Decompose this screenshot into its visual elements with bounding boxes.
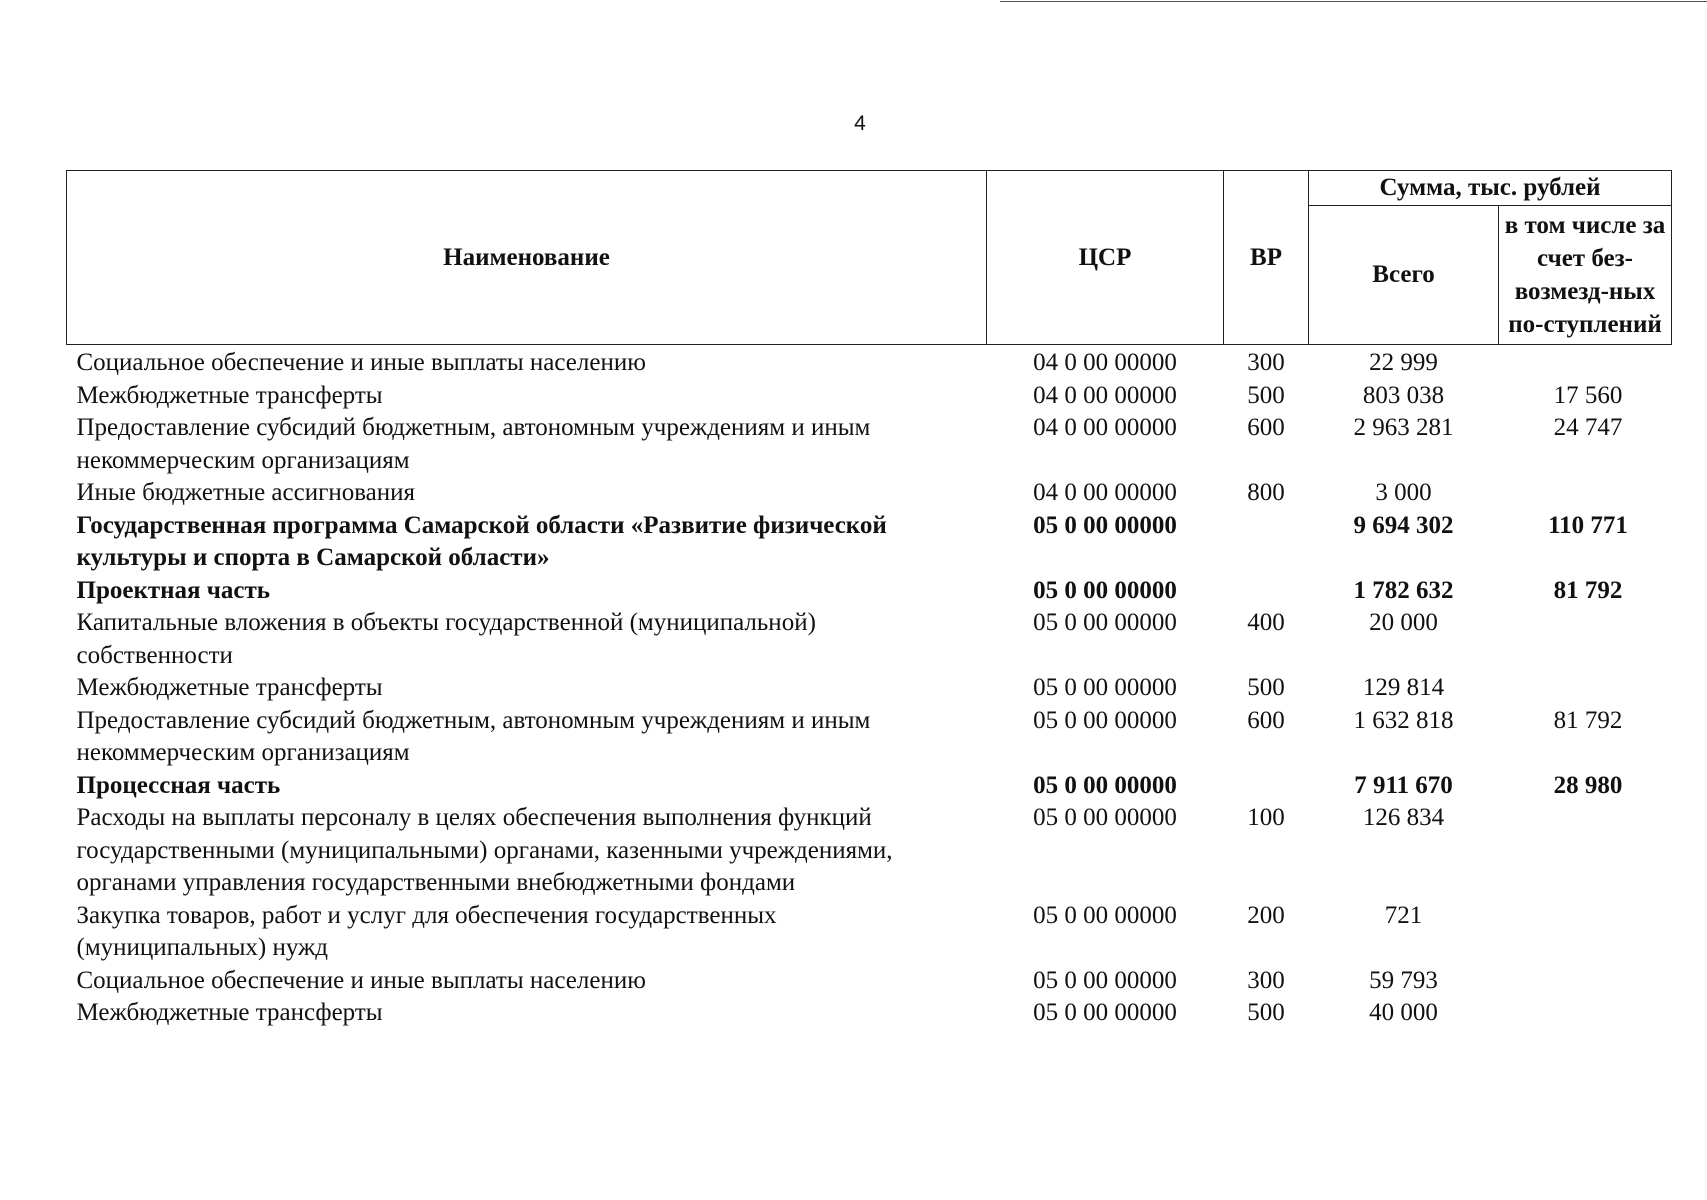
cell-grant	[1499, 672, 1672, 705]
cell-csr: 04 0 00 00000	[1033, 349, 1177, 376]
cell-csr: 04 0 00 00000	[1033, 414, 1177, 441]
cell-total: 20 000	[1369, 609, 1438, 636]
cell-total: 129 814	[1362, 674, 1445, 701]
cell-grant	[1499, 607, 1672, 672]
cell-csr: 05 0 00 00000	[1033, 576, 1177, 604]
cell-total: 59 793	[1369, 966, 1438, 994]
page-number: 4	[854, 112, 866, 135]
cell-grant: 24 747	[1553, 414, 1623, 441]
header-csr: ЦСР	[987, 171, 1224, 345]
cell-total: 40 000	[1369, 999, 1438, 1026]
header-vr: ВР	[1224, 171, 1309, 345]
cell-vr	[1224, 510, 1309, 575]
cell-vr: 200	[1247, 901, 1285, 929]
table-row	[67, 705, 1672, 770]
table-row	[67, 380, 1672, 413]
cell-grant: 81 792	[1553, 576, 1623, 604]
cell-total: 3 000	[1375, 479, 1432, 506]
table-header	[67, 171, 1672, 345]
table-row	[67, 607, 1672, 672]
cell-grant	[1499, 997, 1672, 1030]
scan-edge-line	[1000, 1, 1707, 2]
cell-grant: 28 980	[1553, 771, 1623, 799]
cell-csr: 05 0 00 00000	[1033, 901, 1177, 929]
cell-total: 721	[1384, 901, 1423, 929]
cell-vr: 600	[1247, 706, 1285, 734]
table-row	[67, 965, 1672, 998]
cell-name: Предоставление субсидий бюджетным, автономным учреждениям и иным некоммерческим организациям	[76, 414, 871, 474]
cell-vr: 600	[1247, 414, 1285, 441]
cell-csr: 05 0 00 00000	[1033, 609, 1177, 636]
cell-csr: 04 0 00 00000	[1033, 381, 1177, 409]
cell-vr: 500	[1247, 381, 1285, 409]
cell-total: 1 782 632	[1353, 576, 1454, 604]
cell-name: Капитальные вложения в объекты государственной (муниципальной) собственности	[76, 609, 816, 669]
cell-csr: 05 0 00 00000	[1033, 674, 1177, 701]
cell-grant	[1499, 900, 1672, 965]
cell-total: 2 963 281	[1353, 414, 1454, 441]
cell-name: Межбюджетные трансферты	[76, 674, 383, 701]
cell-csr: 05 0 00 00000	[1033, 999, 1177, 1026]
header-grant: в том числе за счет без-возмезд-ных по-ступлений	[1499, 206, 1672, 345]
header-name: Наименование	[67, 171, 987, 345]
cell-name: Социальное обеспечение и иные выплаты населению	[76, 349, 646, 376]
table-row	[67, 345, 1672, 380]
table-row	[67, 477, 1672, 510]
cell-vr	[1224, 575, 1309, 608]
cell-csr: 05 0 00 00000	[1033, 804, 1177, 831]
cell-grant	[1499, 965, 1672, 998]
table-row	[67, 997, 1672, 1030]
table-row	[67, 575, 1672, 608]
cell-vr: 800	[1247, 479, 1285, 506]
cell-csr: 05 0 00 00000	[1033, 511, 1177, 539]
table-row	[67, 672, 1672, 705]
cell-grant: 81 792	[1553, 706, 1623, 734]
cell-total: 126 834	[1362, 804, 1445, 831]
cell-grant	[1499, 477, 1672, 510]
cell-csr: 05 0 00 00000	[1033, 771, 1177, 799]
cell-name: Иные бюджетные ассигнования	[76, 479, 416, 506]
cell-grant	[1499, 802, 1672, 900]
cell-grant	[1499, 345, 1672, 380]
cell-name: Расходы на выплаты персоналу в целях обеспечения выполнения функций государственными (муниципальными) органами, казенными учреждениями, органами управления государственными внебюджетными фондами	[76, 804, 893, 896]
table-row	[67, 510, 1672, 575]
table-row	[67, 802, 1672, 900]
cell-name: Государственная программа Самарской области «Развитие физической культуры и спорта в Самарской области»	[76, 511, 887, 571]
budget-table	[66, 170, 1672, 1030]
cell-name: Процессная часть	[76, 771, 281, 799]
cell-vr	[1224, 770, 1309, 803]
cell-name: Социальное обеспечение и иные выплаты населению	[76, 966, 646, 994]
header-sum-group: Сумма, тыс. рублей	[1309, 171, 1672, 206]
header-total: Всего	[1309, 206, 1499, 345]
cell-vr: 500	[1247, 674, 1285, 701]
cell-name: Проектная часть	[76, 576, 271, 604]
cell-name: Межбюджетные трансферты	[76, 999, 383, 1026]
cell-total: 22 999	[1369, 349, 1438, 376]
cell-csr: 05 0 00 00000	[1033, 966, 1177, 994]
table-row	[67, 412, 1672, 477]
cell-name: Предоставление субсидий бюджетным, автономным учреждениям и иным некоммерческим организациям	[76, 706, 871, 766]
cell-vr: 300	[1247, 349, 1285, 376]
table-body	[67, 345, 1672, 1030]
cell-total: 9 694 302	[1353, 511, 1454, 539]
cell-grant: 17 560	[1553, 381, 1623, 409]
cell-csr: 05 0 00 00000	[1033, 706, 1177, 734]
cell-name: Закупка товаров, работ и услуг для обеспечения государственных (муниципальных) нужд	[76, 901, 777, 961]
cell-vr: 400	[1247, 609, 1285, 636]
table-row	[67, 900, 1672, 965]
cell-grant: 110 771	[1548, 511, 1628, 539]
cell-total: 1 632 818	[1353, 706, 1454, 734]
cell-vr: 100	[1247, 804, 1285, 831]
table-row	[67, 770, 1672, 803]
cell-vr: 500	[1247, 999, 1285, 1026]
cell-name: Межбюджетные трансферты	[76, 381, 383, 409]
cell-csr: 04 0 00 00000	[1033, 479, 1177, 506]
cell-total: 7 911 670	[1354, 771, 1453, 799]
cell-vr: 300	[1247, 966, 1285, 994]
cell-total: 803 038	[1362, 381, 1445, 409]
